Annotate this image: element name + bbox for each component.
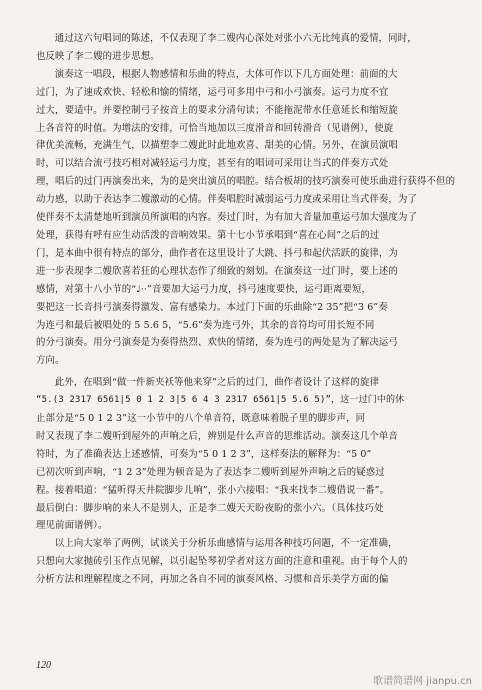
watermark-logo: 歌谱简谱网 jianpu.cn	[373, 676, 472, 687]
text-line: 也反映了李二嫂的进步思想。	[36, 50, 160, 62]
text-line: 的分弓演奏。用分弓演奏是为奏得热烈、欢快的情绪，奏为连弓的两处是为了解决运弓	[36, 337, 398, 349]
body-text	[36, 30, 456, 589]
text-line: 处理，获得有呼有应生动活泼的音响效果。第十七小节承唱到“喜在心间”之后的过	[36, 229, 380, 241]
text-line: 符时，为了准确表达上述感情，可奏为“5 0 1 2 3”，这样奏法的解释为：“5 0”	[36, 448, 372, 460]
text-line: 律优美流畅，充满生气，以描塑李二嫂此时此地欢喜、甜美的心情。另外，在演员演唱	[36, 140, 398, 152]
text-line: 理，唱后的过门再演奏出来，为的是突出演员的唱腔。结合板胡的技巧演奏可使乐曲进行获得不但的	[36, 176, 456, 188]
text-line: 过门，为了速成欢快、轻松和愉的情绪，运弓可多用中弓和小弓演奏。运弓力度不宜	[36, 86, 389, 98]
text-line: 感情，对第十八小节的“♩··”音要加大运弓力度，抖弓速度要快，运弓距离要短，	[36, 283, 372, 295]
text-line: 进一步表现李二嫂欣喜若狂的心理状态作了细致的刻划。在演奏这一过门时，要上述的	[36, 265, 398, 277]
text-line: 上各音符的时值。为增法的安排，可恰当地加以三度滑音和回转滑音（见谱例），使旋	[36, 122, 394, 134]
paragraph-4	[36, 535, 456, 589]
text-line: 已初次听到声响，“1 2 3”处理为顿音是为了表达李二嫂听到屋外声响之后的疑惑过	[36, 466, 385, 478]
text-line: 演奏这一唱段，根据人物感情和乐曲的特点，大体可作以下几方面处理：前面的大	[54, 68, 398, 80]
text-line: 时又表现了李二嫂听到屋外的声响之后，辨别是什么声音的思维活动。演奏这几个单音	[36, 430, 398, 442]
score-line: “5.(3 2317 6561|5 0 1 2 3|5 6 4 3 2317 6561|5 5.6 5)”，这一过门中的休	[36, 395, 405, 406]
page-number: 120	[36, 660, 51, 671]
text-line: 此外，在唱到“做一件新夹袄等他来穿”之后的过门，曲作者设计了这样的旋律	[54, 377, 380, 389]
text-line: 门，是本曲中很有特点的部分，曲作者在这里设计了大跳、抖弓和起伏活跃的旋律，为	[36, 247, 398, 259]
text-line: 要把这一长音抖弓演奏得激发、富有感染力。本过门下面的乐曲除“2 35”把“3 6”奏	[36, 301, 388, 313]
text-line: 分析方法和理解程度之不同，再加之各自不同的演奏风格、习惯和音乐美学方面的偏	[36, 574, 389, 586]
text-line: 只想向大家抛砖引玉作点见解，以引起坠琴初学者对这方面的注意和重视。由于每个人的	[36, 556, 408, 568]
text-line: 程。接着唱道：“猛听得天井院脚步儿响”，张小六接唱：“我来找李二嫂借说一番”。	[36, 484, 390, 496]
text-line: 最后倒白：脚步响的来人不是别人，正是李二嫂天天盼夜盼的张小六。（具体技巧处	[36, 502, 384, 514]
text-line: 理见前面谱例）。	[36, 520, 108, 532]
text-line: 止部分是“5 0 1 2 3”这一小节中的八个单音符，既意味着脱子里的脚步声，同	[36, 413, 366, 425]
text-line: 时，可以结合流弓技巧相对减轻运弓力度，甚至有的唱词可采用让当式的伴奏方式处	[36, 158, 389, 170]
text-line: 为连弓和最后被唱处的 5 5.6 5，“5.6”奏为连弓外，其余的音符均可用长短不同	[36, 319, 375, 331]
text-line: 动力感，以助于表达李二嫂激动的心情。伴奏唱腔时减弱运弓力度或采用让当式伴奏，为了	[36, 194, 418, 206]
text-line: 通过这六句唱词的陈述，不仅表现了李二嫂内心深处对张小六无比纯真的爱情，同时，	[54, 33, 417, 44]
text-line: 方向。	[36, 355, 65, 367]
paragraph-2	[36, 66, 456, 370]
text-line: 以上向大家举了两例，试谈关于分析乐曲感情与运用各种技巧问题，不一定准确，	[54, 538, 398, 550]
paragraph-3	[36, 374, 456, 535]
text-line: 使伴奏不太清楚地听到演员所演唱的内容。奏过门时，为有加大音量加重运弓加大强度为了	[36, 212, 418, 224]
text-line: 过大，要适中。并要控制弓子按音上的要求分清句读；不能拖泥带水任意延长和缩短旋	[36, 104, 398, 116]
paragraph-1	[36, 30, 456, 66]
